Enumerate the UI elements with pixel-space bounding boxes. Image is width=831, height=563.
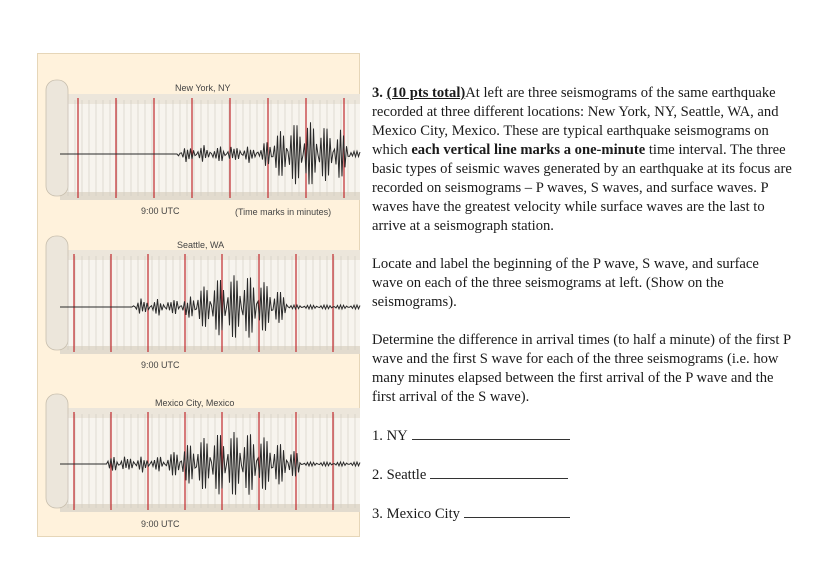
- answer-ny: [372, 426, 792, 446]
- question-number: 3.: [372, 85, 383, 101]
- answer-blank[interactable]: [430, 465, 568, 479]
- answer-label: 1. NY: [372, 428, 408, 444]
- task-label-waves: Locate and label the beginning of the P wave, S wave, and surface wave on each of the three seismograms at left. (Show on the seismograms).: [372, 256, 759, 310]
- intro-bold-text: each vertical line marks a one-minute: [411, 142, 646, 158]
- panel-location-label: Mexico City, Mexico: [155, 398, 235, 408]
- paper-roll: [46, 394, 68, 508]
- panel-time-label: 9:00 UTC: [141, 360, 180, 370]
- seismogram-drawing: [38, 54, 361, 538]
- answer-mexico-city: [372, 504, 792, 524]
- paper-curl-shade: [60, 346, 360, 354]
- answer-blank[interactable]: [464, 504, 570, 518]
- question-text: [372, 84, 792, 524]
- paper-curl-shade: [60, 192, 360, 200]
- question-points: (10 pts total): [386, 85, 466, 101]
- panel-time-label: 9:00 UTC: [141, 519, 180, 529]
- question-intro: [372, 84, 792, 236]
- seismogram-strip: [46, 236, 360, 354]
- seismogram-figure: [37, 53, 360, 537]
- answer-seattle: [372, 465, 792, 485]
- paper-roll: [46, 80, 68, 196]
- paper-roll: [46, 236, 68, 350]
- paper-curl-shade: [60, 94, 360, 104]
- answer-label: 2. Seattle: [372, 467, 427, 483]
- seismogram-strip: [46, 80, 360, 200]
- time-marks-note: (Time marks in minutes): [235, 207, 332, 217]
- task-arrival-times: Determine the difference in arrival times (to half a minute) of the first P wave and the first S wave for each of the three seismograms (i.e. how many minutes elapsed between the first arrival of the P wave and the first arrival of the S wave).: [372, 332, 791, 405]
- seismogram-strip: [46, 394, 360, 512]
- panel-location-label: New York, NY: [175, 83, 231, 93]
- panel-time-label: 9:00 UTC: [141, 206, 180, 216]
- answer-label: 3. Mexico City: [372, 506, 460, 522]
- panel-location-label: Seattle, WA: [177, 240, 225, 250]
- answer-blank[interactable]: [412, 426, 570, 440]
- paper-curl-shade: [60, 504, 360, 512]
- paper-curl-shade: [60, 250, 360, 260]
- intro-text: At left are three seismograms of the same earthquake recorded at three different locations: New York, NY, Seattle, WA, and Mexico City, Mexico. These are typical earthquake seismograms on which: [372, 85, 779, 158]
- paper-strip: [60, 94, 360, 200]
- paper-curl-shade: [60, 408, 360, 418]
- intro-text-end: time interval. The three basic types of seismic waves generated by an earthquake at its focus are recorded on seismograms – P waves, S waves, and surface waves. P waves have the greatest velocity while surface waves are the last to arrive at a seismograph station.: [372, 142, 792, 234]
